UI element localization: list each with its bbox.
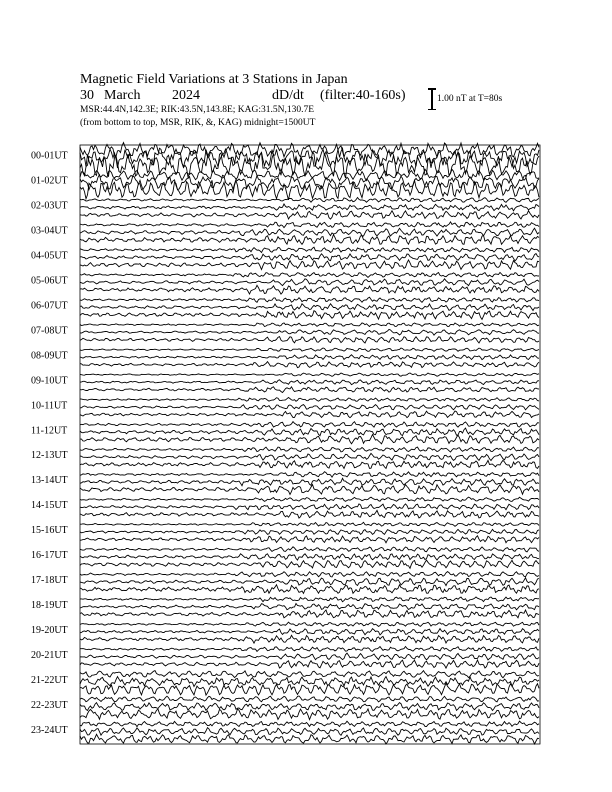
series-trace (80, 572, 539, 577)
series-trace (80, 211, 539, 219)
series-trace (80, 653, 539, 660)
filter-label: (filter:40-160s) (320, 88, 406, 103)
hour-label: 10-11UT (31, 400, 68, 412)
series-trace (80, 387, 539, 393)
series-trace (80, 504, 539, 510)
series-trace (80, 198, 539, 203)
chart-title: Magnetic Field Variations at 3 Stations in Japan (80, 72, 348, 87)
series-trace (80, 380, 539, 385)
series-trace (80, 285, 539, 294)
series-trace (80, 529, 539, 534)
series-trace (80, 228, 539, 236)
hour-label: 09-10UT (31, 375, 68, 387)
hour-label: 12-13UT (31, 450, 68, 462)
hour-label: 00-01UT (31, 150, 68, 162)
hour-label: 19-20UT (31, 624, 68, 636)
series-trace (80, 247, 539, 252)
series-trace (80, 405, 539, 410)
series-trace (80, 703, 539, 711)
quantity-label: dD/dt (272, 88, 304, 103)
hour-label: 17-18UT (31, 575, 68, 587)
series-trace (80, 222, 539, 228)
series-trace (80, 175, 539, 190)
series-trace (80, 373, 539, 376)
hour-label: 02-03UT (31, 200, 68, 212)
series-trace (80, 254, 539, 262)
scale-label: 1.00 nT at T=80s (437, 94, 503, 104)
series-trace (80, 647, 539, 652)
series-trace (80, 610, 539, 618)
hour-label: 08-09UT (31, 350, 68, 362)
series-trace (80, 279, 539, 286)
series-trace (80, 629, 539, 635)
series-trace (80, 428, 539, 436)
series-trace (80, 180, 539, 200)
date-day: 30 (80, 88, 94, 103)
hour-label: 14-15UT (31, 500, 68, 512)
series-trace (80, 411, 539, 418)
series-trace (80, 472, 539, 478)
series-trace (80, 734, 539, 744)
series-trace (80, 522, 539, 526)
series-trace (80, 604, 539, 610)
hour-label: 20-21UT (31, 649, 68, 661)
plot-frame (80, 145, 540, 744)
hour-label: 05-06UT (31, 275, 68, 287)
series-trace (80, 560, 539, 568)
series-trace (80, 677, 539, 687)
series-trace (80, 453, 539, 460)
series-trace (80, 622, 539, 626)
series-trace (80, 362, 539, 368)
order-note: (from bottom to top, MSR, RIK, &, KAG) midnight=1500UT (80, 118, 316, 128)
stations-line: MSR:44.4N,142.3E; RIK:43.5N,143.8E; KAG:31.5N,130.7E (80, 105, 315, 115)
hour-label: 16-17UT (31, 550, 68, 562)
series-trace (80, 635, 539, 643)
series-trace (80, 696, 539, 702)
hour-label: 15-16UT (31, 525, 68, 537)
series-trace (80, 235, 539, 245)
series-trace (80, 721, 539, 727)
series-trace (80, 578, 539, 586)
series-trace (80, 683, 539, 695)
hour-label: 13-14UT (31, 475, 68, 487)
series-trace (80, 728, 539, 736)
series-trace (80, 709, 539, 720)
series-trace (80, 536, 539, 543)
hour-label: 04-05UT (31, 250, 68, 262)
hour-label: 11-12UT (31, 425, 68, 437)
series-trace (80, 485, 539, 495)
series-trace (80, 398, 539, 402)
hour-label: 01-02UT (31, 175, 68, 187)
hour-label: 22-23UT (31, 699, 68, 711)
hour-label: 23-24UT (31, 724, 68, 736)
series-trace (80, 304, 539, 311)
series-trace (80, 435, 539, 444)
series-trace (80, 460, 539, 468)
series-trace (80, 323, 539, 327)
hour-label: 21-22UT (31, 674, 68, 686)
series-trace (80, 311, 539, 320)
series-trace (80, 447, 539, 452)
date-year: 2024 (172, 88, 200, 103)
series-trace (80, 478, 539, 485)
series-trace (80, 422, 539, 428)
series-trace (80, 497, 539, 501)
series-trace (80, 510, 539, 518)
series-trace (80, 272, 539, 277)
series-trace (80, 660, 539, 668)
series-trace (80, 337, 539, 343)
date-month: March (104, 88, 141, 103)
hour-label: 03-04UT (31, 225, 68, 237)
series-trace (80, 597, 539, 602)
hour-label: 06-07UT (31, 300, 68, 312)
hour-label: 07-08UT (31, 325, 68, 337)
series-trace (80, 204, 539, 211)
series-trace (80, 585, 539, 594)
series-trace (80, 348, 539, 351)
series-trace (80, 554, 539, 560)
hour-label: 18-19UT (31, 599, 68, 611)
series-trace (80, 260, 539, 270)
series-trace (80, 355, 539, 360)
series-trace (80, 297, 539, 302)
series-trace (80, 547, 539, 552)
series-trace (80, 329, 539, 335)
